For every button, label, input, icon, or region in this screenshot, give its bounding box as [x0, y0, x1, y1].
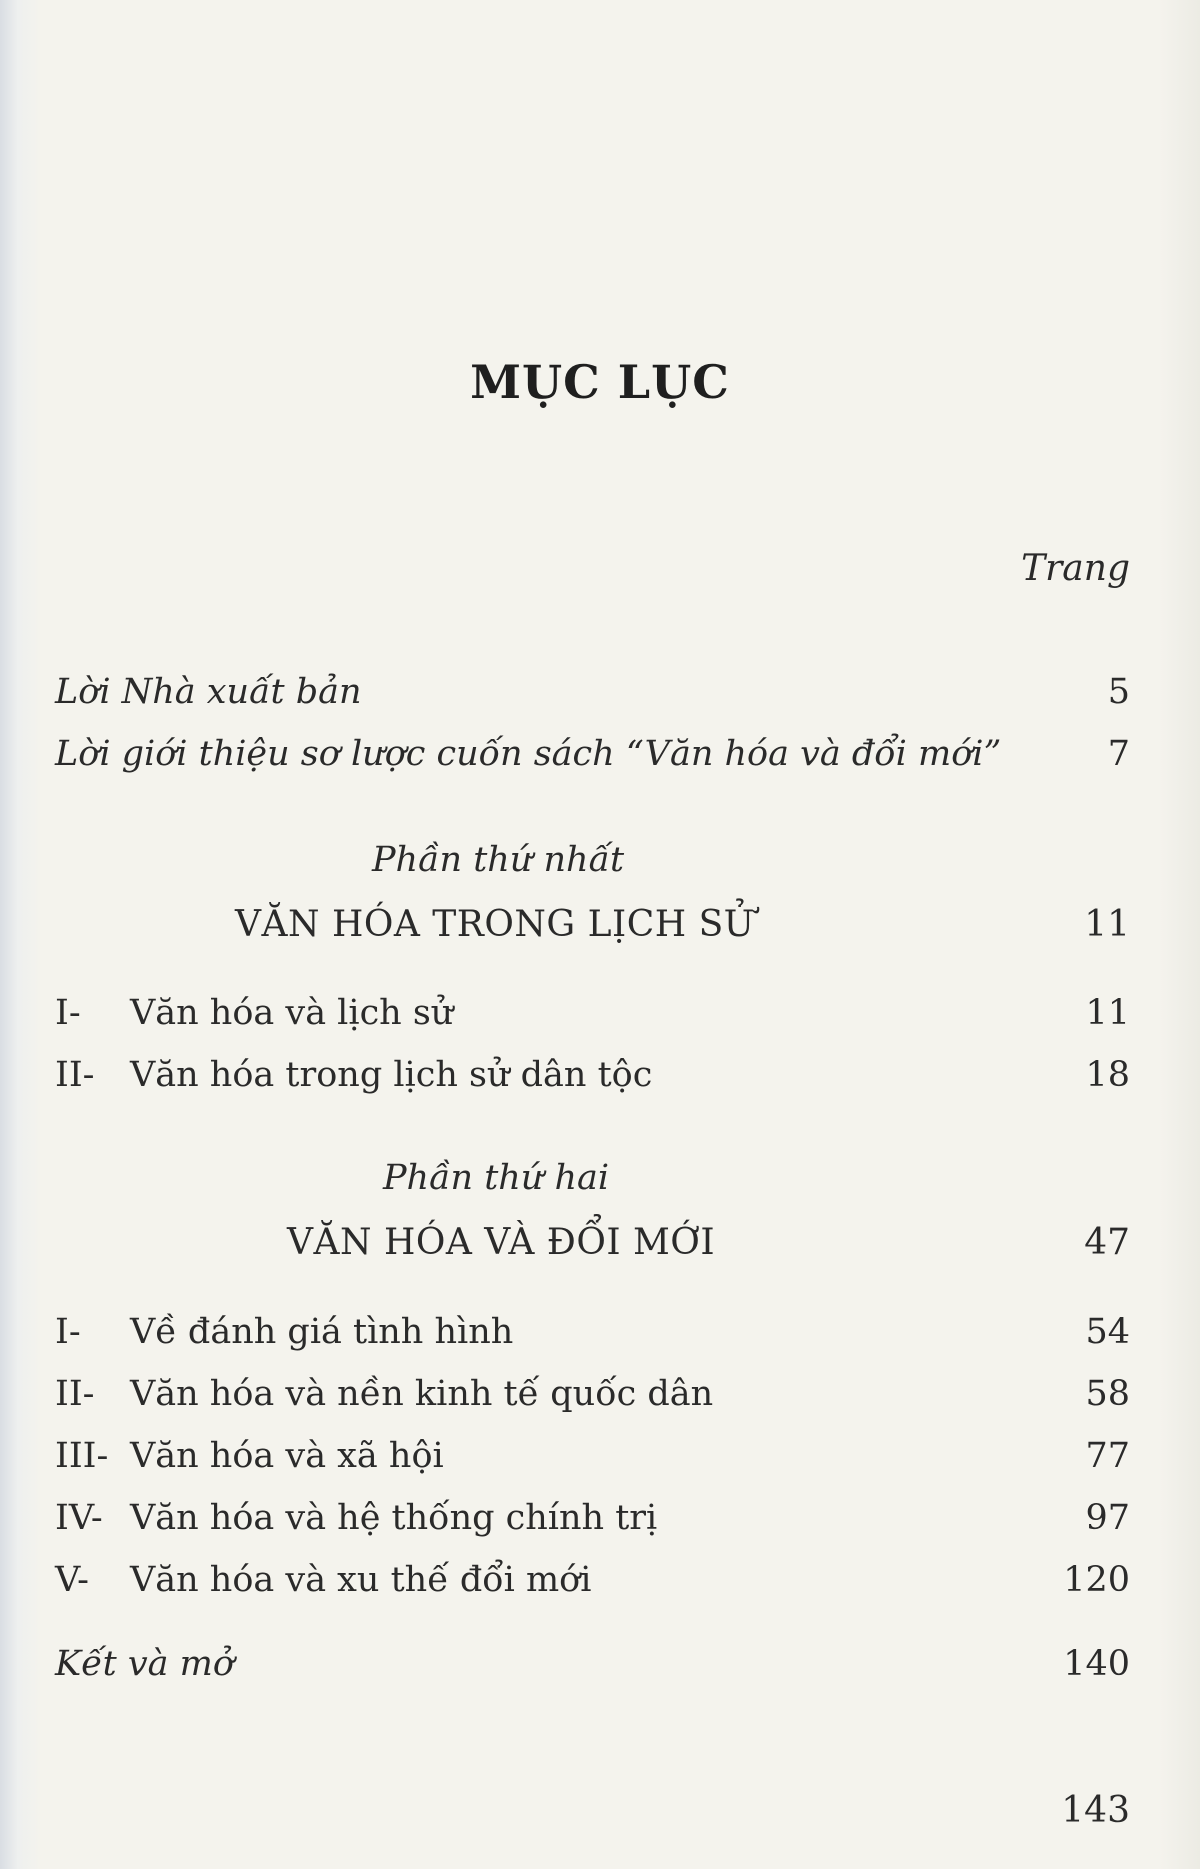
- section-page: 11: [1085, 993, 1130, 1033]
- part2-title-row: [55, 1218, 1130, 1268]
- part1-label: Phần thứ nhất: [372, 840, 625, 880]
- section-number: III-: [55, 1436, 109, 1476]
- section-number: I-: [55, 1312, 81, 1352]
- section-title: Về đánh giá tình hình: [130, 1312, 514, 1352]
- toc-heading: MỤC LỤC: [470, 355, 730, 409]
- toc-section: [55, 989, 1130, 1037]
- section-page: 120: [1063, 1560, 1130, 1600]
- section-number: IV-: [55, 1498, 103, 1538]
- page-column-label: Trang: [1021, 548, 1130, 589]
- toc-section: [55, 1370, 1130, 1418]
- section-title: Văn hóa và hệ thống chính trị: [130, 1498, 658, 1538]
- toc-entry-page: 5: [1107, 672, 1130, 712]
- toc-section: [55, 1308, 1130, 1356]
- toc-entry-title: Kết và mở: [55, 1644, 234, 1684]
- toc-entry-page: 140: [1063, 1644, 1130, 1684]
- toc-entry-publisher-note: [55, 668, 1130, 716]
- section-page: 77: [1085, 1436, 1130, 1476]
- toc-section: [55, 1556, 1130, 1604]
- toc-entry-title: Lời giới thiệu sơ lược cuốn sách “Văn hóa và đổi mới”: [55, 734, 1002, 774]
- part1-title-row: [55, 900, 1130, 950]
- part2-page: 47: [1084, 1222, 1130, 1263]
- section-page: 97: [1085, 1498, 1130, 1538]
- toc-entry-introduction: [55, 730, 1130, 778]
- part1-title: VĂN HÓA TRONG LỊCH SỬ: [235, 904, 755, 945]
- section-title: Văn hóa và xu thế đổi mới: [130, 1560, 592, 1600]
- toc-entry-title: Lời Nhà xuất bản: [55, 672, 362, 712]
- section-number: II-: [55, 1055, 95, 1095]
- toc-entry-closing: [55, 1640, 1130, 1688]
- section-title: Văn hóa và lịch sử: [130, 993, 454, 1033]
- part2-title: VĂN HÓA VÀ ĐỔI MỚI: [287, 1222, 716, 1263]
- section-page: 58: [1085, 1374, 1130, 1414]
- part1-page: 11: [1084, 904, 1130, 945]
- section-title: Văn hóa trong lịch sử dân tộc: [130, 1055, 653, 1095]
- section-page: 54: [1085, 1312, 1130, 1352]
- toc-section: [55, 1494, 1130, 1542]
- section-title: Văn hóa và xã hội: [130, 1436, 444, 1476]
- section-title: Văn hóa và nền kinh tế quốc dân: [130, 1374, 714, 1414]
- toc-section: [55, 1432, 1130, 1480]
- section-number: I-: [55, 993, 81, 1033]
- part2-label: Phần thứ hai: [383, 1158, 610, 1198]
- page-number: 143: [1061, 1790, 1130, 1831]
- section-page: 18: [1085, 1055, 1130, 1095]
- toc-entry-page: 7: [1107, 734, 1130, 774]
- toc-section: [55, 1051, 1130, 1099]
- section-number: II-: [55, 1374, 95, 1414]
- section-number: V-: [55, 1560, 89, 1600]
